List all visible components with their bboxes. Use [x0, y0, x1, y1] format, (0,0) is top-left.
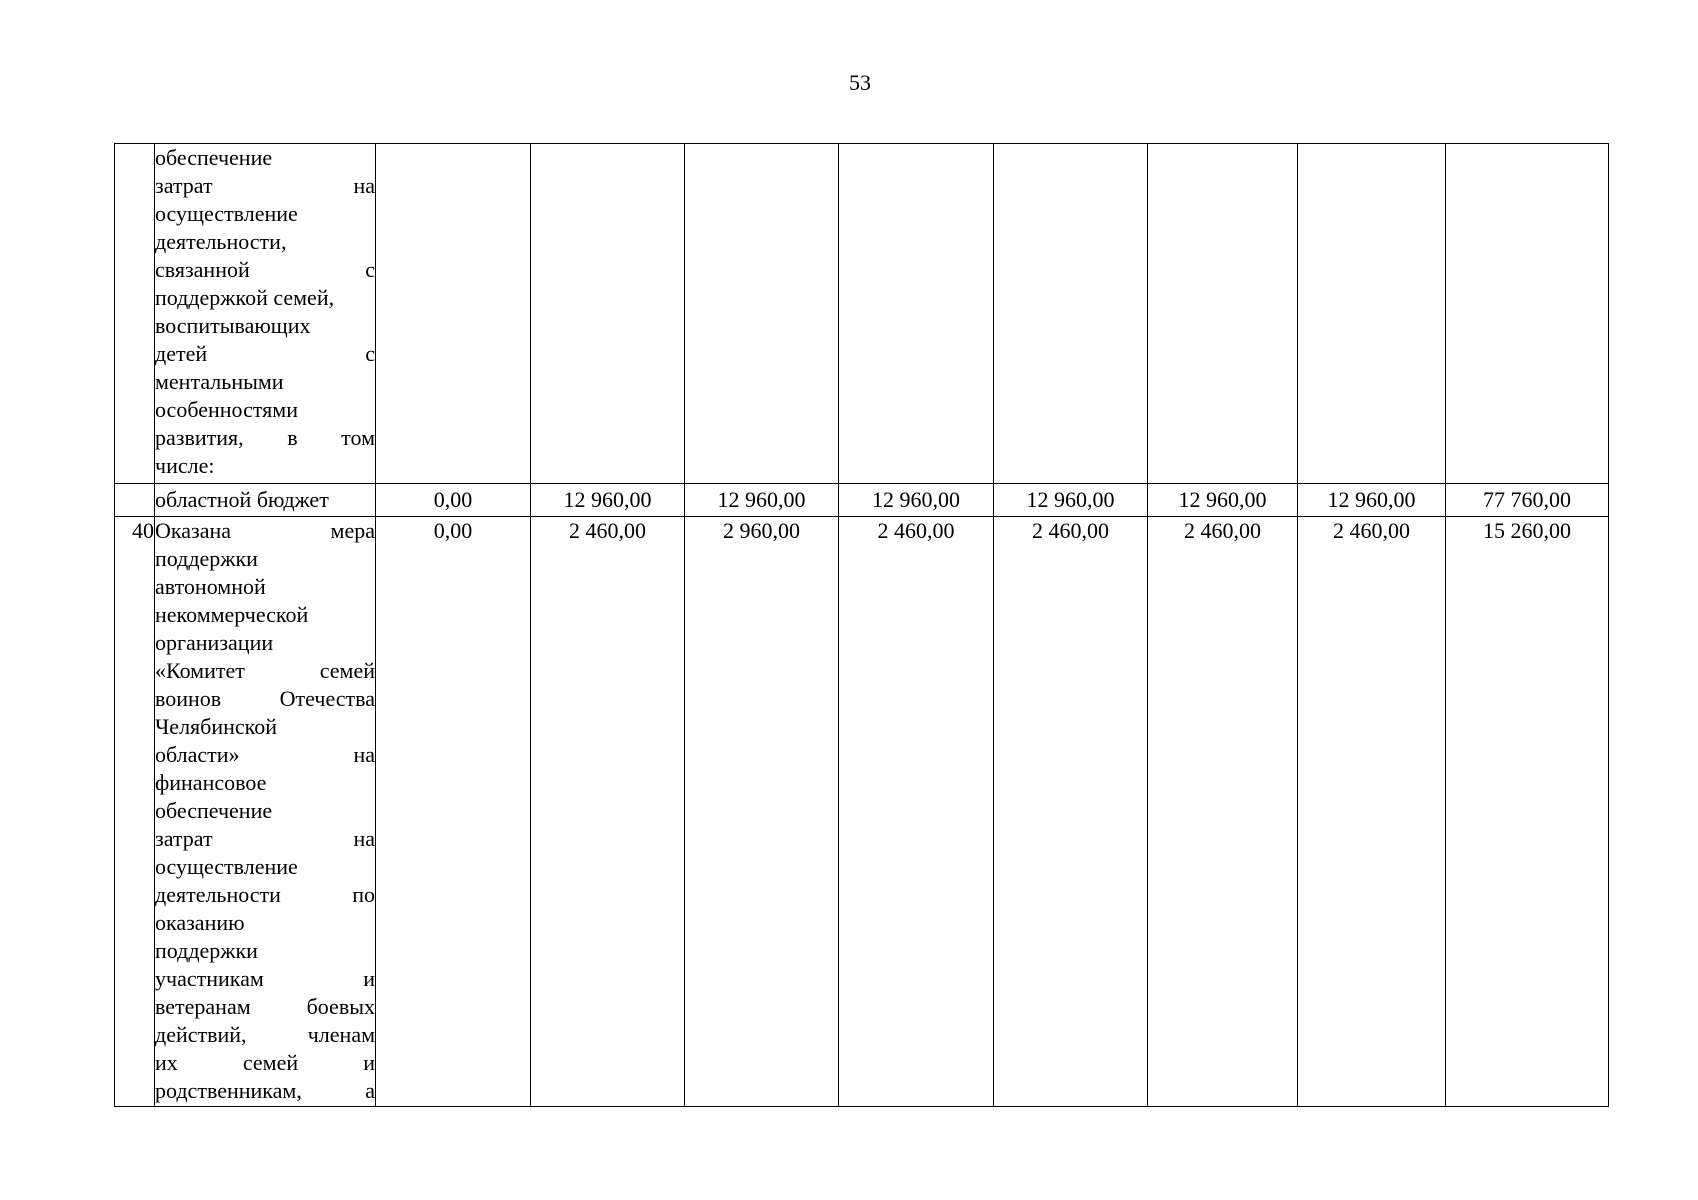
description-line: родственникам, а [155, 1078, 375, 1103]
value-cell: 12 960,00 [531, 484, 685, 517]
description-line: действий, членам [155, 1022, 375, 1047]
description-line: некоммерческой [155, 602, 309, 627]
row-description [155, 517, 376, 1107]
budget-table [114, 143, 1609, 1107]
value-cell [1446, 144, 1609, 484]
value-cell [1148, 144, 1298, 484]
value-cell: 2 460,00 [839, 517, 994, 1107]
description-line: детей с [155, 341, 375, 366]
description-line: осуществление [155, 854, 298, 879]
description-line: воспитывающих [155, 313, 311, 338]
row-index [115, 144, 155, 484]
description-line: поддержкой семей, [155, 285, 335, 310]
value-cell: 12 960,00 [1148, 484, 1298, 517]
page-number: 53 [849, 70, 871, 95]
description-line: особенностями [155, 397, 298, 422]
description-line: числе: [155, 453, 215, 478]
description-line: обеспечение [155, 798, 273, 823]
value-cell: 15 260,00 [1446, 517, 1609, 1107]
description-line: обеспечение [155, 145, 273, 170]
description-line: деятельности по [155, 882, 375, 907]
description-line: ветеранам боевых [155, 994, 375, 1019]
description-line: «Комитет семей [155, 658, 375, 683]
value-cell [685, 144, 839, 484]
description-line: деятельности, [155, 229, 287, 254]
value-cell: 2 960,00 [685, 517, 839, 1107]
description-line: развития, в том [155, 425, 375, 450]
value-cell [994, 144, 1148, 484]
description-line: затрат на [155, 826, 375, 851]
description-line: связанной с [155, 257, 375, 282]
value-cell [839, 144, 994, 484]
value-cell: 12 960,00 [685, 484, 839, 517]
description-line: области» на [155, 742, 375, 767]
description-line: Оказана мера [155, 518, 375, 543]
description-line: оказанию [155, 910, 245, 935]
value-cell: 2 460,00 [1298, 517, 1446, 1107]
row-description [155, 144, 376, 484]
value-cell: 12 960,00 [1298, 484, 1446, 517]
value-cell [376, 144, 531, 484]
description-line: Челябинской [155, 714, 278, 739]
description-line: финансовое [155, 770, 267, 795]
description-line: воинов Отечества [155, 686, 375, 711]
row-index: 40 [115, 517, 155, 1107]
table-row [115, 144, 1609, 484]
description-line: участникам и [155, 966, 375, 991]
description-line: автономной [155, 574, 266, 599]
table-row [115, 517, 1609, 1107]
value-cell: 12 960,00 [994, 484, 1148, 517]
table-row [115, 484, 1609, 517]
value-cell [531, 144, 685, 484]
value-cell: 0,00 [376, 484, 531, 517]
description-line: поддержки [155, 938, 258, 963]
value-cell: 2 460,00 [994, 517, 1148, 1107]
value-cell: 77 760,00 [1446, 484, 1609, 517]
description-line: ментальными [155, 369, 284, 394]
value-cell: 12 960,00 [839, 484, 994, 517]
row-index [115, 484, 155, 517]
description-line: осуществление [155, 201, 298, 226]
description-line: поддержки [155, 546, 258, 571]
row-description: областной бюджет [155, 484, 376, 517]
description-line: их семей и [155, 1050, 375, 1075]
description-line: организации [155, 630, 274, 655]
value-cell: 0,00 [376, 517, 531, 1107]
value-cell: 2 460,00 [531, 517, 685, 1107]
description-line: затрат на [155, 173, 375, 198]
value-cell [1298, 144, 1446, 484]
value-cell: 2 460,00 [1148, 517, 1298, 1107]
